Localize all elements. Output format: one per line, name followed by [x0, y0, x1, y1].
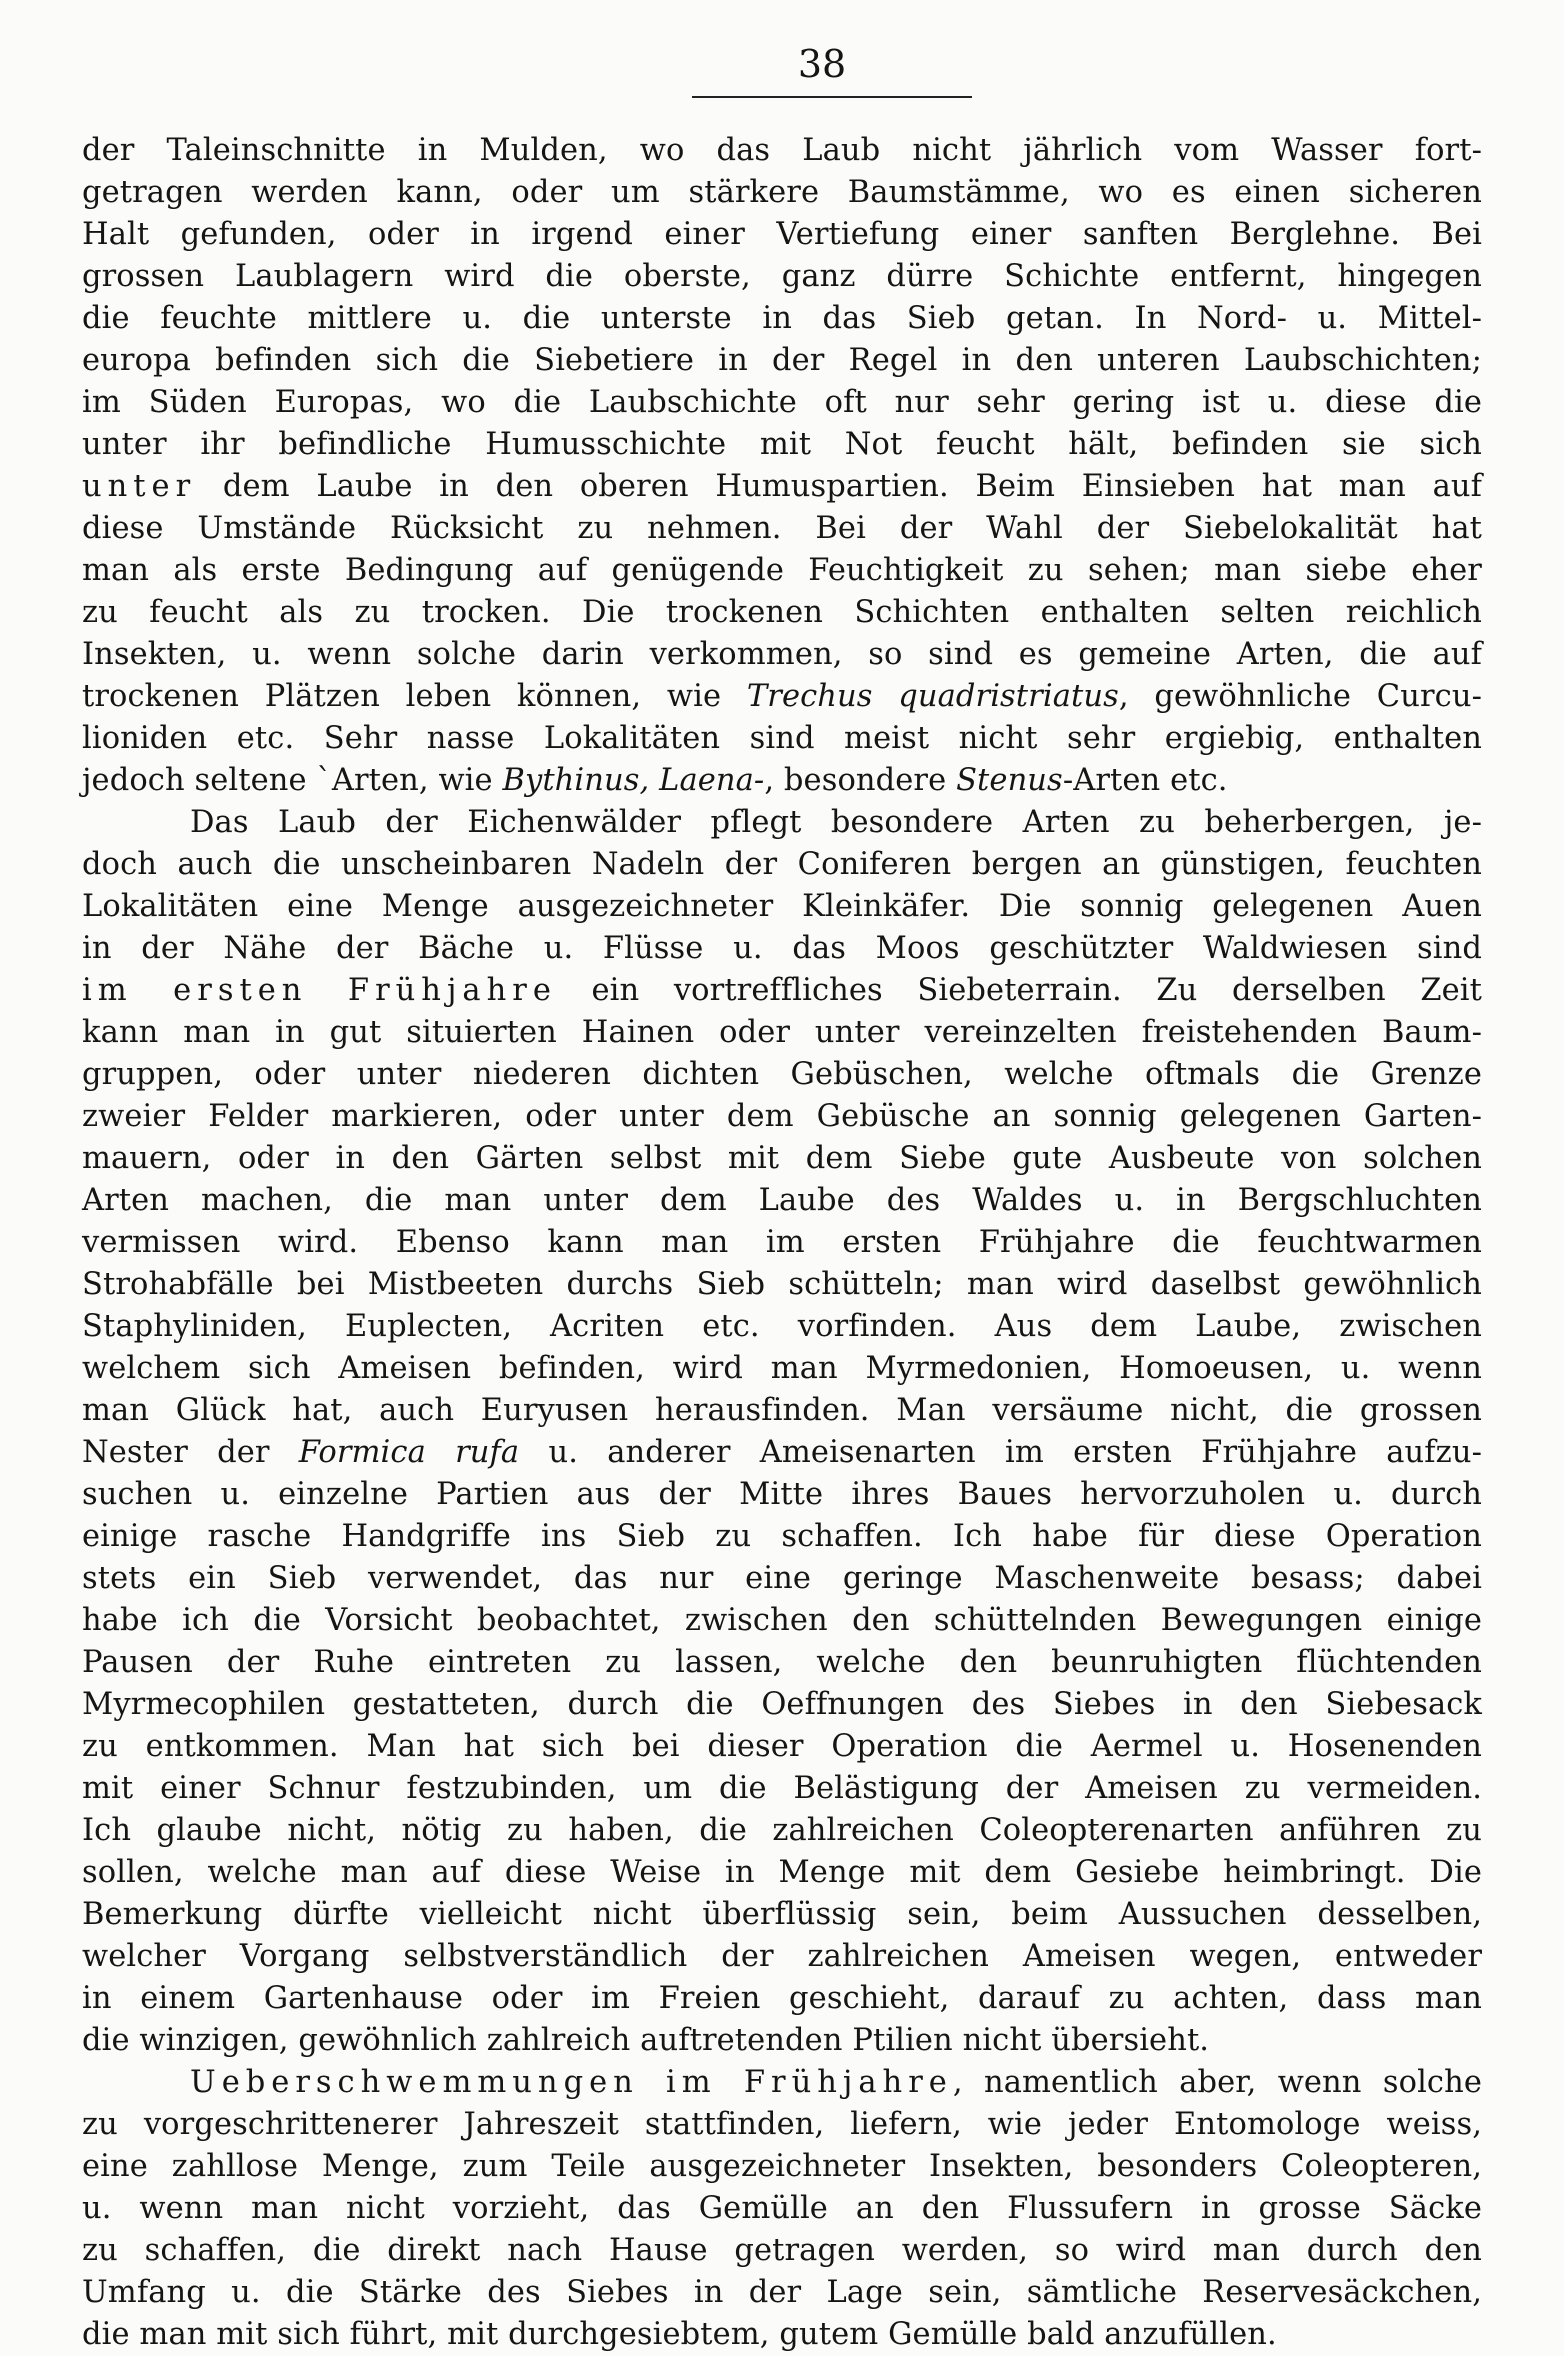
text-line	[82, 382, 1482, 424]
text-run: Myrmecophilen gestatteten, durch die Oeffnungen des Siebes in den Siebesack	[82, 1687, 1482, 1722]
page-header	[82, 44, 1482, 104]
text-run: die man mit sich führt, mit durchgesiebtem, gutem Gemülle bald anzufüllen.	[82, 2317, 1277, 2352]
text-run: Das Laub der Eichenwälder pflegt besondere Arten zu beherbergen, je-	[190, 805, 1482, 840]
text-run: doch auch die unscheinbaren Nadeln der Coniferen bergen an günstigen, feuchten	[82, 847, 1482, 882]
italic-term: Stenus	[956, 763, 1063, 798]
text-line	[82, 1894, 1482, 1936]
text-line	[82, 2188, 1482, 2230]
text-run: , gewöhnliche Curcu-	[1118, 679, 1483, 714]
text-run: in einem Gartenhause oder im Freien geschieht, darauf zu achten, dass man	[82, 1981, 1482, 2016]
text-line	[82, 1726, 1482, 1768]
text-run: Umfang u. die Stärke des Siebes in der Lage sein, sämtliche Reservesäckchen,	[82, 2275, 1482, 2310]
text-run: zu entkommen. Man hat sich bei dieser Operation die Aermel u. Hosenenden	[82, 1729, 1482, 1764]
text-line	[82, 1558, 1482, 1600]
text-run: in der Nähe der Bäche u. Flüsse u. das Moos geschützter Waldwiesen sind	[82, 931, 1482, 966]
text-run: gruppen, oder unter niederen dichten Gebüschen, welche oftmals die Grenze	[82, 1057, 1482, 1092]
text-line	[82, 1138, 1482, 1180]
text-run: ein vortreffliches Siebeterrain. Zu derselben Zeit	[556, 973, 1482, 1008]
text-line	[82, 634, 1482, 676]
spaced-emphasis: Ueberschwemmungen im Frühjahre	[190, 2065, 953, 2100]
text-run: im Süden Europas, wo die Laubschichte oft nur sehr gering ist u. diese die	[82, 385, 1482, 420]
text-run: Halt gefunden, oder in irgend einer Vertiefung einer sanften Berglehne. Bei	[82, 217, 1482, 252]
text-line	[82, 1978, 1482, 2020]
text-run: jedoch seltene `Arten, wie	[82, 763, 503, 798]
text-run: u. wenn man nicht vorzieht, das Gemülle an den Flussufern in grosse Säcke	[82, 2191, 1482, 2226]
text-run: u. anderer Ameisenarten im ersten Frühjahre aufzu-	[519, 1435, 1482, 1470]
text-line	[82, 172, 1482, 214]
text-run: diese Umstände Rücksicht zu nehmen. Bei der Wahl der Siebelokalität hat	[82, 511, 1482, 546]
text-run: trockenen Plätzen leben können, wie	[82, 679, 747, 714]
text-line	[82, 1810, 1482, 1852]
text-run: der Taleinschnitte in Mulden, wo das Laub nicht jährlich vom Wasser fort-	[82, 133, 1482, 168]
text-run: zu schaffen, die direkt nach Hause getragen werden, so wird man durch den	[82, 2233, 1482, 2268]
text-run: Lokalitäten eine Menge ausgezeichneter Kleinkäfer. Die sonnig gelegenen Auen	[82, 889, 1482, 924]
text-run: welchem sich Ameisen befinden, wird man Myrmedonien, Homoeusen, u. wenn	[82, 1351, 1482, 1386]
text-line	[82, 928, 1482, 970]
paragraph	[82, 802, 1482, 2062]
text-line	[82, 256, 1482, 298]
text-line	[82, 1516, 1482, 1558]
text-line	[82, 844, 1482, 886]
text-run: die feuchte mittlere u. die unterste in das Sieb getan. In Nord- u. Mittel-	[82, 301, 1482, 336]
italic-term: Bythinus, Laena-	[502, 763, 765, 798]
text-line	[82, 1264, 1482, 1306]
text-line	[82, 2314, 1482, 2356]
text-run: suchen u. einzelne Partien aus der Mitte ihres Baues hervorzuholen u. durch	[82, 1477, 1482, 1512]
text-line	[82, 2146, 1482, 2188]
paragraph	[82, 130, 1482, 802]
text-line	[82, 592, 1482, 634]
text-run: Ich glaube nicht, nötig zu haben, die zahlreichen Coleopterenarten anführen zu	[82, 1813, 1482, 1848]
text-run: welcher Vorgang selbstverständlich der zahlreichen Ameisen wegen, entweder	[82, 1939, 1482, 1974]
text-line	[82, 1936, 1482, 1978]
italic-term: Trechus quadristriatus	[746, 679, 1119, 714]
text-line	[82, 1222, 1482, 1264]
spaced-emphasis: unter	[82, 469, 197, 504]
spaced-emphasis: im ersten Frühjahre	[82, 973, 557, 1008]
text-line	[82, 2272, 1482, 2314]
text-run: man als erste Bedingung auf genügende Feuchtigkeit zu sehen; man siebe eher	[82, 553, 1482, 588]
text-line	[82, 970, 1482, 1012]
text-run: sollen, welche man auf diese Weise in Menge mit dem Gesiebe heimbringt. Die	[82, 1855, 1482, 1890]
text-run: eine zahllose Menge, zum Teile ausgezeichneter Insekten, besonders Coleopteren,	[82, 2149, 1482, 2184]
text-line	[82, 2062, 1482, 2104]
text-run: kann man in gut situierten Hainen oder unter vereinzelten freistehenden Baum-	[82, 1015, 1482, 1050]
text-line	[82, 508, 1482, 550]
text-line	[82, 1306, 1482, 1348]
page	[82, 0, 1483, 2352]
text-run: man Glück hat, auch Euryusen herausfinden. Man versäume nicht, die grossen	[82, 1393, 1482, 1428]
text-line	[82, 1852, 1482, 1894]
text-run: Pausen der Ruhe eintreten zu lassen, welche den beunruhigten flüchtenden	[82, 1645, 1482, 1680]
header-rule	[692, 96, 972, 98]
text-line	[82, 1096, 1482, 1138]
text-line	[82, 1768, 1482, 1810]
text-line	[82, 1054, 1482, 1096]
page-number: 38	[797, 42, 847, 86]
text-line	[82, 424, 1482, 466]
text-line	[82, 1432, 1482, 1474]
text-line	[82, 1600, 1482, 1642]
text-line	[82, 2104, 1482, 2146]
text-run: stets ein Sieb verwendet, das nur eine geringe Maschenweite besass; dabei	[82, 1561, 1482, 1596]
text-run: Nester der	[82, 1435, 299, 1470]
text-line	[82, 1390, 1482, 1432]
text-run: unter ihr befindliche Humusschichte mit Not feucht hält, befinden sie sich	[82, 427, 1482, 462]
text-run: zweier Felder markieren, oder unter dem Gebüsche an sonnig gelegenen Garten-	[82, 1099, 1482, 1134]
body-text	[82, 130, 1482, 2356]
text-run: , besondere	[764, 763, 957, 798]
text-line	[82, 466, 1482, 508]
text-run: Bemerkung dürfte vielleicht nicht überflüssig sein, beim Aussuchen desselben,	[82, 1897, 1482, 1932]
text-run: mauern, oder in den Gärten selbst mit dem Siebe gute Ausbeute von solchen	[82, 1141, 1482, 1176]
text-run: europa befinden sich die Siebetiere in der Regel in den unteren Laubschichten;	[82, 343, 1482, 378]
text-run: -Arten etc.	[1062, 763, 1228, 798]
text-run: Staphyliniden, Euplecten, Acriten etc. vorfinden. Aus dem Laube, zwischen	[82, 1309, 1482, 1344]
text-run: zu feucht als zu trocken. Die trockenen Schichten enthalten selten reichlich	[82, 595, 1482, 630]
text-line	[82, 1642, 1482, 1684]
text-run: Strohabfälle bei Mistbeeten durchs Sieb schütteln; man wird daselbst gewöhnlich	[82, 1267, 1482, 1302]
text-run: zu vorgeschrittenerer Jahreszeit stattfinden, liefern, wie jeder Entomologe weiss,	[82, 2107, 1482, 2142]
text-line	[82, 1474, 1482, 1516]
paragraph	[82, 2062, 1482, 2356]
italic-term: Formica rufa	[298, 1435, 520, 1470]
text-run: dem Laube in den oberen Humuspartien. Beim Einsieben hat man auf	[196, 469, 1482, 504]
text-run: die winzigen, gewöhnlich zahlreich auftretenden Ptilien nicht übersieht.	[82, 2023, 1210, 2058]
text-line	[82, 676, 1482, 718]
text-line	[82, 1684, 1482, 1726]
text-run: Insekten, u. wenn solche darin verkommen, so sind es gemeine Arten, die auf	[82, 637, 1482, 672]
text-line	[82, 1348, 1482, 1390]
text-line	[82, 1180, 1482, 1222]
text-line	[82, 130, 1482, 172]
text-line	[82, 2020, 1482, 2062]
text-run: einige rasche Handgriffe ins Sieb zu schaffen. Ich habe für diese Operation	[82, 1519, 1482, 1554]
text-run: mit einer Schnur festzubinden, um die Belästigung der Ameisen zu vermeiden.	[82, 1771, 1482, 1806]
text-line	[82, 2230, 1482, 2272]
text-line	[82, 340, 1482, 382]
text-run: Arten machen, die man unter dem Laube des Waldes u. in Bergschluchten	[82, 1183, 1482, 1218]
text-run: getragen werden kann, oder um stärkere Baumstämme, wo es einen sicheren	[82, 175, 1482, 210]
text-line	[82, 1012, 1482, 1054]
text-line	[82, 802, 1482, 844]
text-line	[82, 214, 1482, 256]
text-line	[82, 298, 1482, 340]
text-run: grossen Laublagern wird die oberste, ganz dürre Schichte entfernt, hingegen	[82, 259, 1482, 294]
text-run: , namentlich aber, wenn solche	[952, 2065, 1482, 2100]
text-run: vermissen wird. Ebenso kann man im ersten Frühjahre die feuchtwarmen	[82, 1225, 1482, 1260]
text-line	[82, 886, 1482, 928]
text-line	[82, 550, 1482, 592]
text-run: habe ich die Vorsicht beobachtet, zwischen den schüttelnden Bewegungen einige	[82, 1603, 1482, 1638]
text-line	[82, 760, 1482, 802]
text-line	[82, 718, 1482, 760]
text-run: lioniden etc. Sehr nasse Lokalitäten sind meist nicht sehr ergiebig, enthalten	[82, 721, 1482, 756]
